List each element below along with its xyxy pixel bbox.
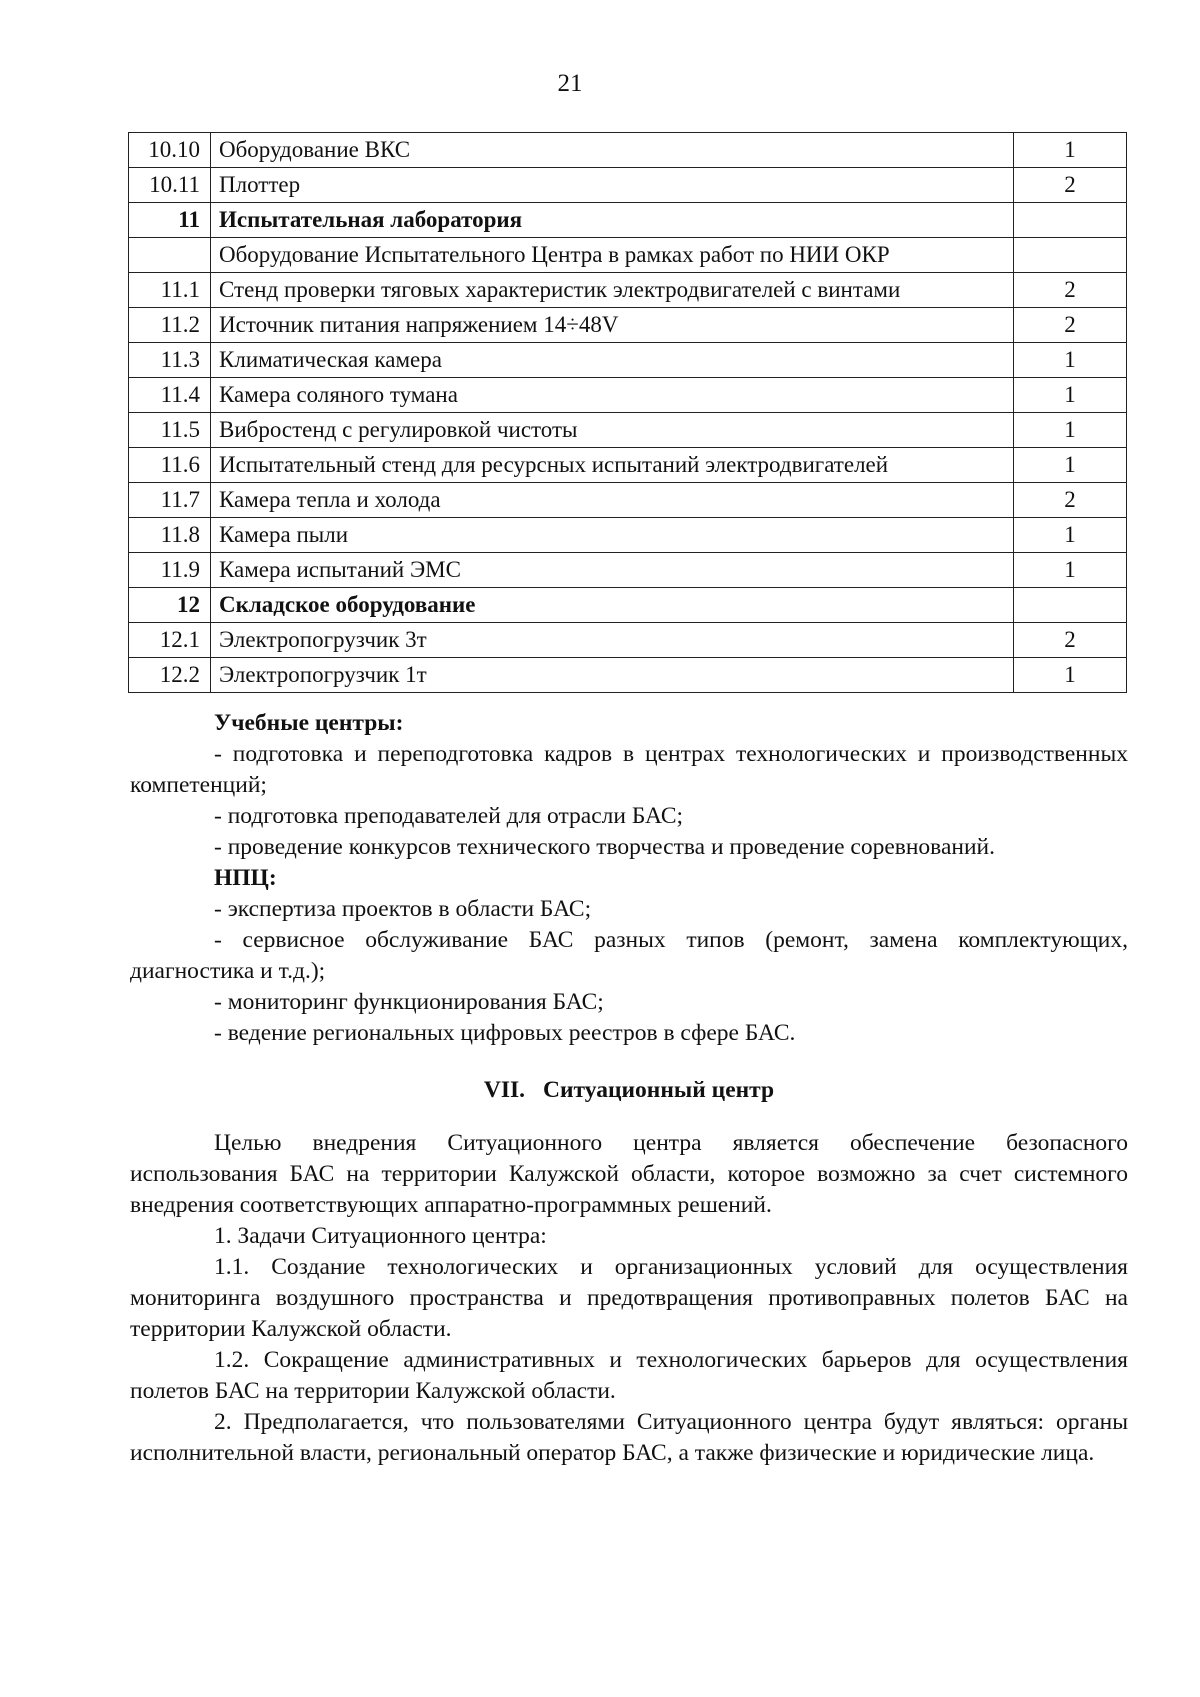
row-quantity-cell: 2 (1014, 623, 1127, 658)
row-quantity-cell: 2 (1014, 308, 1127, 343)
row-name-cell: Складское оборудование (211, 588, 1014, 623)
section-number: VII. (483, 1077, 526, 1103)
npc-item: - мониторинг функционирования БАС; (214, 989, 604, 1015)
npc-item: - ведение региональных цифровых реестров в сфере БАС. (214, 1020, 796, 1046)
task-heading: 1. Задачи Ситуационного центра: (214, 1223, 547, 1249)
row-name-cell: Испытательный стенд для ресурсных испытаний электродвигателей (211, 448, 1014, 483)
page-number: 21 (557, 70, 583, 97)
section-heading (130, 1075, 1128, 1106)
row-number-cell: 11.4 (129, 378, 211, 413)
table-row (129, 378, 1127, 413)
equipment-table-body (129, 133, 1127, 693)
table-row (129, 588, 1127, 623)
row-number-cell: 11.6 (129, 448, 211, 483)
row-quantity-cell (1014, 203, 1127, 238)
table-row (129, 168, 1127, 203)
table-row (129, 553, 1127, 588)
row-name-cell: Электропогрузчик 3т (211, 623, 1014, 658)
table-row (129, 238, 1127, 273)
row-quantity-cell: 2 (1014, 273, 1127, 308)
row-number-cell: 11 (129, 203, 211, 238)
row-number-cell: 12.2 (129, 658, 211, 693)
table-row (129, 308, 1127, 343)
table-row (129, 658, 1127, 693)
table-row (129, 203, 1127, 238)
row-quantity-cell: 2 (1014, 483, 1127, 518)
row-quantity-cell: 1 (1014, 133, 1127, 168)
users-paragraph: 2. Предполагается, что пользователями Ситуационного центра будут являться: органы исполнительной власти, региональный оператор БАС, а также физические и юридические лица. (130, 1409, 1128, 1466)
row-name-cell: Оборудование Испытательного Центра в рамках работ по НИИ ОКР (211, 238, 1014, 273)
row-quantity-cell: 1 (1014, 413, 1127, 448)
row-number-cell (129, 238, 211, 273)
table-row (129, 413, 1127, 448)
row-number-cell: 12.1 (129, 623, 211, 658)
row-name-cell: Электропогрузчик 1т (211, 658, 1014, 693)
task-1-1: 1.1. Создание технологических и организационных условий для осуществления мониторинга воздушного пространства и предотвращения противоправных полетов БАС на территории Калужской области. (130, 1254, 1128, 1342)
row-name-cell: Камера тепла и холода (211, 483, 1014, 518)
training-item: - подготовка преподавателей для отрасли БАС; (214, 803, 684, 829)
row-number-cell: 11.5 (129, 413, 211, 448)
body-text (130, 708, 1128, 1469)
row-quantity-cell: 1 (1014, 553, 1127, 588)
row-number-cell: 11.2 (129, 308, 211, 343)
npc-item: - экспертиза проектов в области БАС; (214, 896, 592, 922)
row-quantity-cell: 1 (1014, 658, 1127, 693)
npc-heading: НПЦ: (214, 865, 277, 891)
row-quantity-cell: 2 (1014, 168, 1127, 203)
row-number-cell: 10.10 (129, 133, 211, 168)
row-name-cell: Стенд проверки тяговых характеристик электродвигателей с винтами (211, 273, 1014, 308)
row-number-cell: 11.8 (129, 518, 211, 553)
row-name-cell: Камера испытаний ЭМС (211, 553, 1014, 588)
row-quantity-cell (1014, 588, 1127, 623)
row-name-cell: Вибростенд с регулировкой чистоты (211, 413, 1014, 448)
row-quantity-cell: 1 (1014, 518, 1127, 553)
row-number-cell: 11.3 (129, 343, 211, 378)
row-number-cell: 11.9 (129, 553, 211, 588)
table-row (129, 483, 1127, 518)
row-quantity-cell: 1 (1014, 343, 1127, 378)
row-quantity-cell: 1 (1014, 378, 1127, 413)
row-name-cell: Камера соляного тумана (211, 378, 1014, 413)
section-intro: Целью внедрения Ситуационного центра является обеспечение безопасного использования БАС на территории Калужской области, которое возможно за счет системного внедрения соответствующих аппаратно-программных решений. (130, 1130, 1128, 1218)
table-row (129, 273, 1127, 308)
training-item: - подготовка и переподготовка кадров в центрах технологических и производственных компетенций; (130, 741, 1128, 798)
npc-item: - сервисное обслуживание БАС разных типов (ремонт, замена комплектующих, диагностика и т.д.); (130, 927, 1128, 984)
row-name-cell: Оборудование ВКС (211, 133, 1014, 168)
row-name-cell: Камера пыли (211, 518, 1014, 553)
row-number-cell: 11.1 (129, 273, 211, 308)
table-row (129, 133, 1127, 168)
table-row (129, 518, 1127, 553)
table-row (129, 623, 1127, 658)
row-name-cell: Испытательная лаборатория (211, 203, 1014, 238)
table-row (129, 448, 1127, 483)
row-quantity-cell (1014, 238, 1127, 273)
row-number-cell: 11.7 (129, 483, 211, 518)
table-row (129, 343, 1127, 378)
row-name-cell: Климатическая камера (211, 343, 1014, 378)
task-1-2: 1.2. Сокращение административных и технологических барьеров для осуществления полетов БАС на территории Калужской области. (130, 1347, 1128, 1404)
training-heading: Учебные центры: (214, 710, 404, 736)
equipment-table (128, 132, 1127, 693)
training-item: - проведение конкурсов технического творчества и проведение соревнований. (214, 834, 995, 860)
row-name-cell: Источник питания напряжением 14÷48V (211, 308, 1014, 343)
row-number-cell: 10.11 (129, 168, 211, 203)
row-quantity-cell: 1 (1014, 448, 1127, 483)
row-number-cell: 12 (129, 588, 211, 623)
row-name-cell: Плоттер (211, 168, 1014, 203)
section-title: Ситуационный центр (543, 1077, 775, 1103)
